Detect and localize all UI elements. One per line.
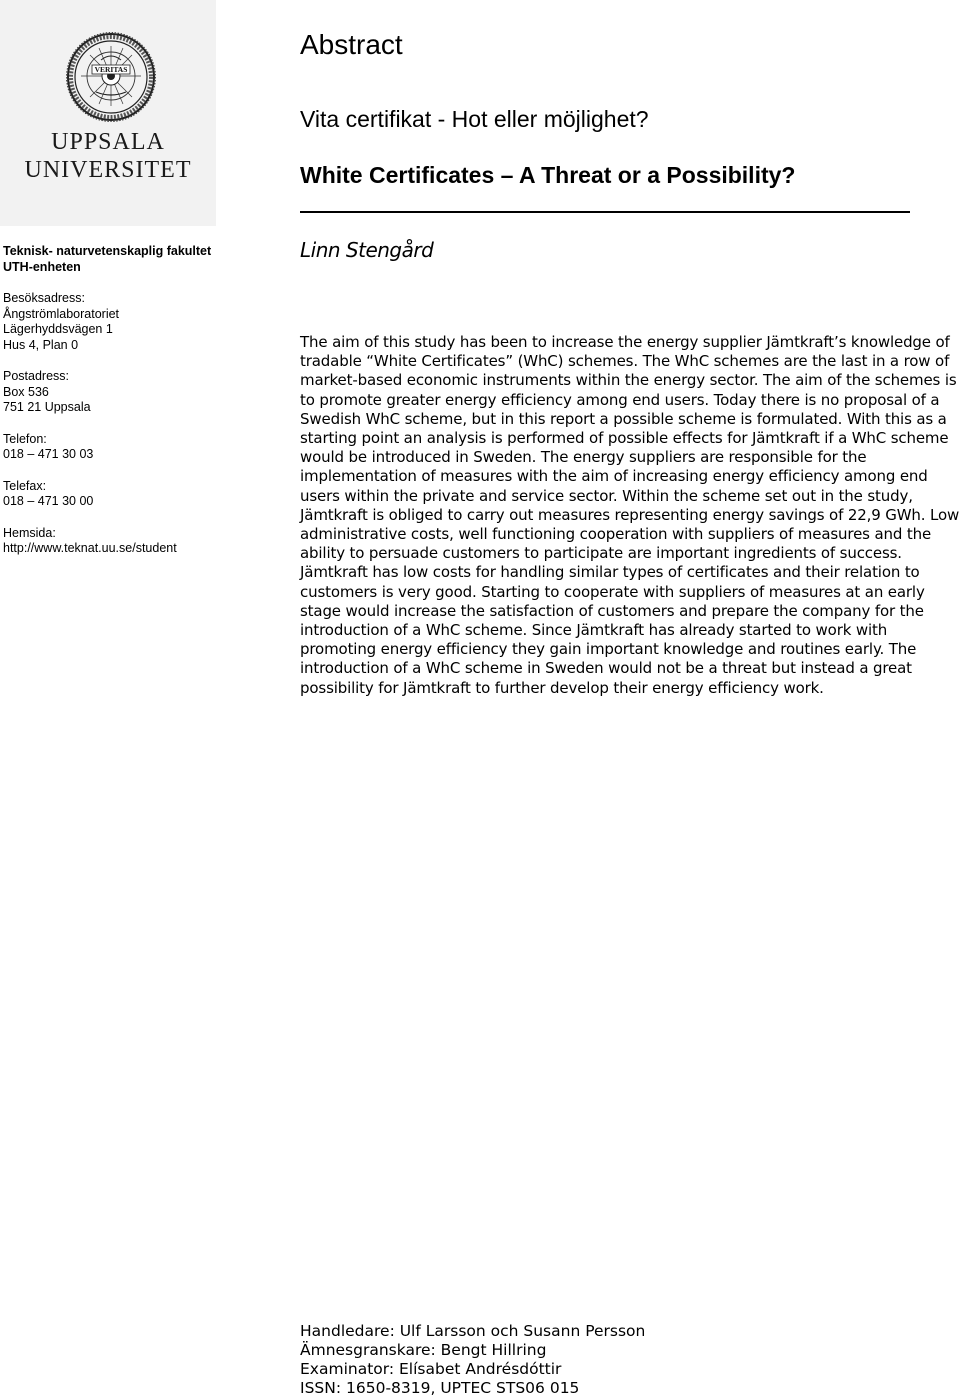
title-divider	[300, 211, 910, 213]
examiner-line: Examinator: Elísabet Andrésdóttir	[300, 1360, 562, 1378]
visit-address-line3: Hus 4, Plan 0	[3, 337, 79, 352]
fax-label: Telefax:	[3, 478, 47, 493]
reviewer-line: Ämnesgranskare: Bengt Hillring	[300, 1341, 547, 1359]
website-link[interactable]: http://www.teknat.uu.se/student	[3, 541, 177, 555]
university-name-line2: UNIVERSITET	[24, 157, 192, 183]
credits	[300, 1322, 940, 1398]
seal-motto: VERITAS	[94, 65, 128, 75]
visit-address-label: Besöksadress:	[3, 291, 85, 305]
postal-address-label: Postadress:	[3, 369, 70, 383]
university-logo	[0, 0, 216, 226]
faculty-line1: Teknisk- naturvetenskaplig fakultet	[3, 244, 212, 258]
title-swedish: Vita certifikat - Hot eller möjlighet?	[300, 106, 649, 132]
abstract-text: The aim of this study has been to increase the energy supplier Jämtkraft’s knowledge of tradable “White Certificates” (WhC) schemes. The WhC schemes are the last in a row of market-based economic instruments within the energy sector. The aim of the schemes is to promote greater energy efficiency among end users. Today there is no proposal of a Swedish WhC scheme, but in this report a possible scheme is formulated. With this as a starting point an analysis is performed of possible effects for Jämtkraft if a WhC scheme would be introduced in Sweden. The energy suppliers are responsible for the implementation of measures with the aim of increasing energy efficiency among end users within the private and service sector. Within the scheme set out in the study, Jämtkraft is obliged to carry out measures representing energy savings of 22,9 GWh. Low administrative costs, well functioning cooperation with suppliers of measures and the ability to persuade customers to participate are important ingredients of success. Jämtkraft has low costs for handling similar types of certificates and their relation to customers is very good. Starting to cooperate with suppliers of measures at an early stage would increase the satisfaction of customers and prepare the company for the introduction of a WhC scheme. Since Jämtkraft has already started to work with promoting energy efficiency they gain important knowledge and routines early. The introduction of a WhC scheme in Sweden would not be a threat but instead a great possibility for Jämtkraft to further develop their energy efficiency work.	[300, 333, 960, 697]
phone	[3, 432, 211, 463]
faculty-name	[3, 244, 211, 275]
title-english: White Certificates – A Threat or a Possibility?	[300, 162, 796, 188]
website-label: Hemsida:	[3, 525, 56, 540]
page-heading: Abstract	[300, 29, 403, 60]
issn-line: ISSN: 1650-8319, UPTEC STS06 015	[300, 1379, 580, 1397]
university-name-line1: UPPSALA	[51, 129, 165, 155]
visit-address	[3, 291, 211, 353]
postal-address	[3, 369, 211, 416]
postal-address-line1: Box 536	[3, 384, 49, 399]
phone-value: 018 – 471 30 03	[3, 447, 94, 461]
university-seal-icon	[66, 32, 156, 122]
contact-info	[3, 244, 211, 557]
university-name	[0, 128, 216, 184]
fax	[3, 479, 211, 510]
supervisor-line: Handledare: Ulf Larsson och Susann Persson	[300, 1322, 646, 1340]
phone-label: Telefon:	[3, 431, 47, 446]
postal-address-line2: 751 21 Uppsala	[3, 400, 91, 414]
visit-address-line2: Lägerhyddsvägen 1	[3, 322, 113, 336]
sidebar	[0, 0, 220, 1398]
author-name: Linn Stengård	[300, 238, 434, 262]
visit-address-line1: Ångströmlaboratoriet	[3, 306, 120, 321]
website	[3, 526, 211, 557]
fax-value: 018 – 471 30 00	[3, 494, 94, 508]
faculty-line2: UTH-enheten	[3, 259, 81, 274]
